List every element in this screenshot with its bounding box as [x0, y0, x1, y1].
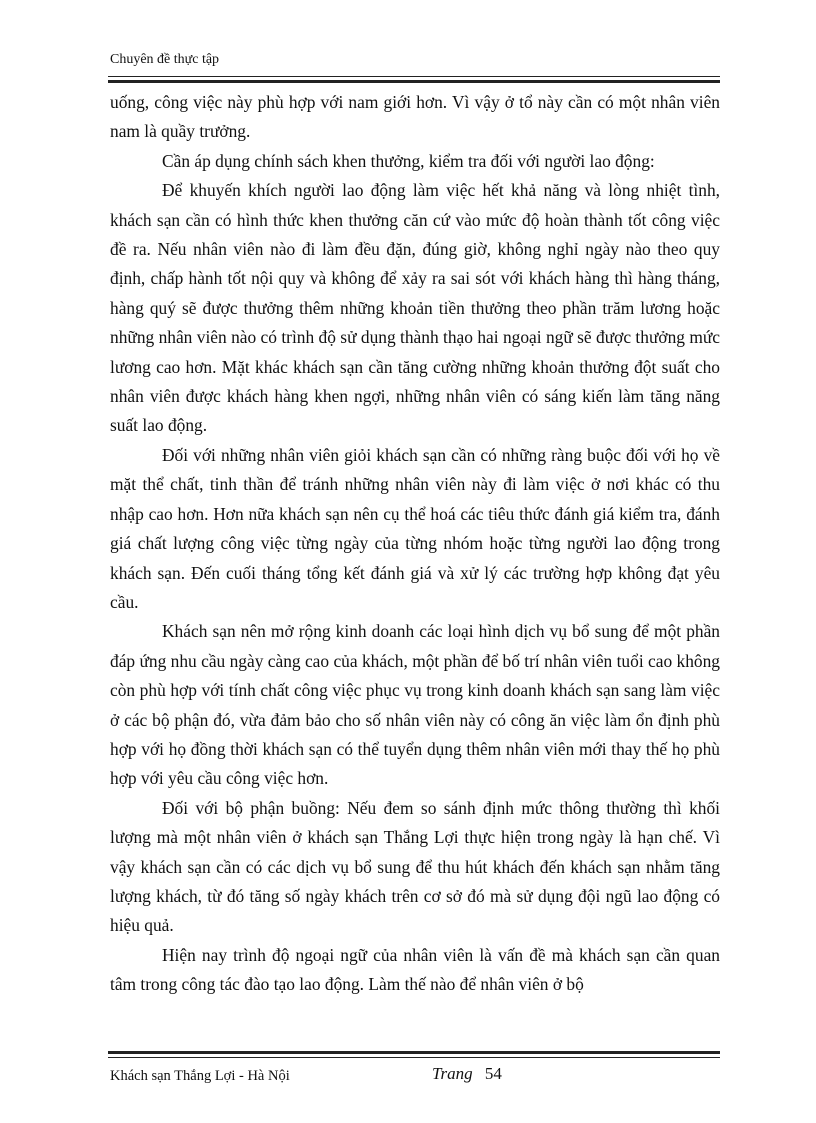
paragraph: Khách sạn nên mở rộng kinh doanh các loại hình dịch vụ bổ sung để một phần đáp ứng nhu cầu ngày càng cao của khách, một phần để bố trí nhân viên tuổi cao không còn phù hợp với tính chất công việc phục vụ trong kinh doanh khách sạn sang làm việc ở các bộ phận đó, vừa đảm bảo cho số nhân viên này có công ăn việc làm ổn định phù hợp với họ đồng thời khách sạn có thể tuyển dụng thêm nhân viên mới thay thế họ phù hợp với yêu cầu công việc hơn. [110, 621, 720, 789]
paragraph: Đối với những nhân viên giỏi khách sạn cần có những ràng buộc đối với họ về mặt thể chất, tinh thần để tránh những nhân viên này đi làm việc ở nơi khác có thu nhập cao hơn. Hơn nữa khách sạn nên cụ thể hoá các tiêu thức đánh giá kiểm tra, đánh giá chất lượng công việc từng ngày của từng nhóm hoặc từng người lao động trong khách sạn. Đến cuối tháng tổng kết đánh giá và xử lý các trường hợp không đạt yêu cầu. [110, 444, 720, 612]
paragraph: Để khuyến khích người lao động làm việc hết khả năng và lòng nhiệt tình, khách sạn cần có hình thức khen thưởng căn cứ vào mức độ hoàn thành tốt công việc đề ra. Nếu nhân viên nào đi làm đều đặn, đúng giờ, không nghỉ ngày nào theo quy định, chấp hành tốt nội quy và không để xảy ra sai sót với khách hàng thì hàng tháng, hàng quý sẽ được thưởng thêm những khoản tiền thưởng theo phần trăm lương hoặc những nhân viên nào có trình độ sử dụng thành thạo hai ngoại ngữ sẽ được thưởng mức lương cao hơn. Mặt khác khách sạn cần tăng cường những khoản thưởng đột suất cho nhân viên được khách hàng khen ngợi, những nhân viên có sáng kiến làm tăng năng suất lao động. [110, 180, 720, 436]
header-rule-thick [108, 80, 720, 83]
paragraph: Đối với bộ phận buồng: Nếu đem so sánh định mức thông thường thì khối lượng mà một nhân viên ở khách sạn Thắng Lợi thực hiện trong ngày là hạn chế. Vì vậy khách sạn cần có các dịch vụ bổ sung để thu hút khách đến khách sạn nhằm tăng lượng khách, từ đó tăng số ngày khách trên cơ sở đó mà sử dụng đội ngũ lao động có hiệu quả. [110, 797, 720, 936]
page-word: Trang [432, 1064, 473, 1083]
running-header: Chuyên đề thực tập [110, 52, 220, 67]
page-body [110, 88, 720, 1000]
footer-hotel-name: Khách sạn Thắng Lợi - Hà Nội [110, 1068, 290, 1084]
header-rule-thin [108, 76, 720, 77]
footer-rule-thin [108, 1057, 720, 1058]
paragraph: Hiện nay trình độ ngoại ngữ của nhân viên là vấn đề mà khách sạn cần quan tâm trong công tác đào tạo lao động. Làm thế nào để nhân viên ở bộ [110, 944, 720, 995]
paragraph: Cần áp dụng chính sách khen thưởng, kiểm tra đối với người lao động: [162, 150, 655, 171]
footer-rule-thick [108, 1051, 720, 1054]
paragraph: uống, công việc này phù hợp với nam giới hơn. Vì vậy ở tổ này cần có một nhân viên nam là quầy trưởng. [110, 92, 720, 142]
footer-page-label [432, 1064, 502, 1084]
page-number: 54 [484, 1064, 502, 1083]
